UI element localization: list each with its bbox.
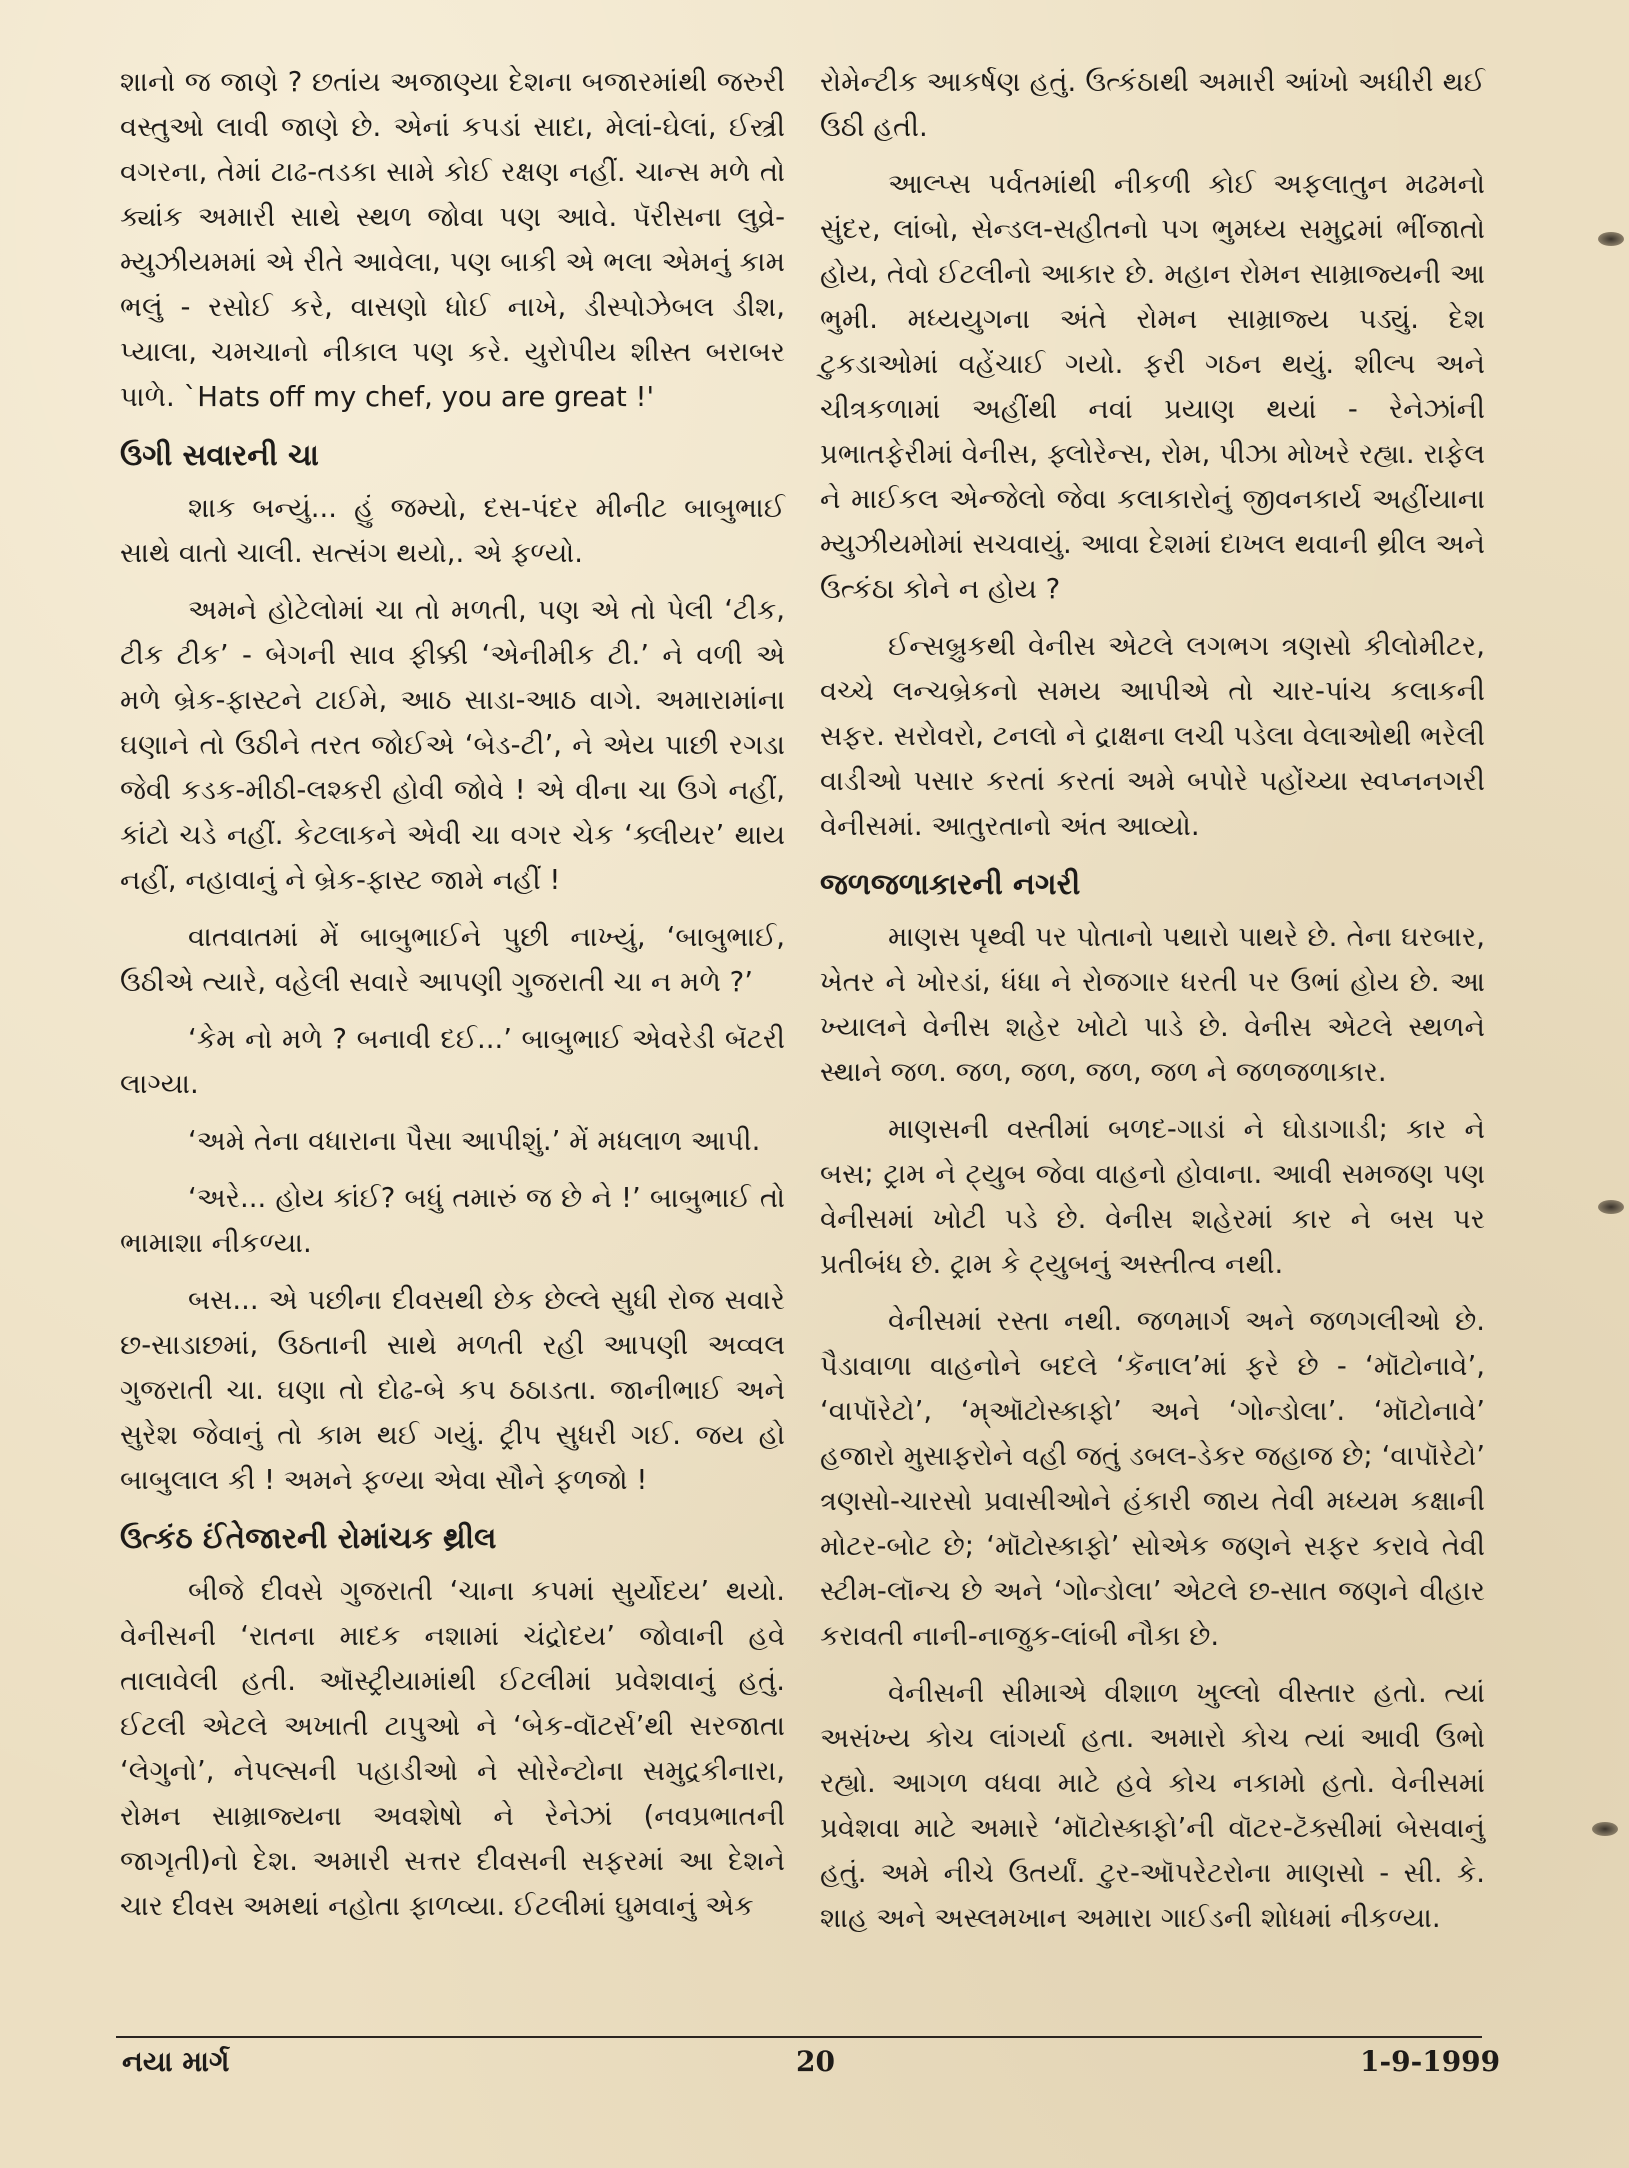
paragraph: વેનીસની સીમાએ વીશાળ ખુલ્લો વીસ્તાર હતો. ત્યાં અસંખ્ય કોચ લાંગર્યા હતા. અમારો કોચ ત્યાં આવી ઉભો રહ્યો. આગળ વધવા માટે હવે કોચ નકામો હતો. વેનીસમાં પ્રવેશવા માટે અમારે ‘મૉટોસ્કાફો’ની વૉટર-ટૅક્સીમાં બેસવાનું હતું. અમે નીચે ઉતર્યાં. ટુર-ઑપરેટરોના માણસો - સી. કે. શાહ અને અસ્લમખાન અમારા ગાઈડની શોધમાં નીકળ્યા.	[820, 1677, 1485, 1934]
paragraph: બીજે દીવસે ગુજરાતી ‘ચાના કપમાં સુર્યોદય’ થયો. વેનીસની ‘રાતના માદક નશામાં ચંદ્રોદય’ જોવાની હવે તાલાવેલી હતી. ઑસ્ટ્રીયામાંથી ઈટલીમાં પ્રવેશવાનું હતું. ઈટલી એટલે અખાતી ટાપુઓ ને ‘બેક-વૉટર્સ’થી સરજાતા ‘લેગુનો’, નેપલ્સની પહાડીઓ ને સોરેન્ટોના સમુદ્રકીનારા, રોમન સામ્રાજ્યના અવશેષો ને રેનેઝાં (નવપ્રભાતની જાગૃતી)નો દેશ. અમારી સત્તર દીવસની સફરમાં આ દેશને ચાર દીવસ અમથાં નહોતા ફાળવ્યા. ઈટલીમાં ઘુમવાનું એક	[120, 1575, 785, 1922]
paragraph: શાક બન્યું... હું જમ્યો, દસ-પંદર મીનીટ બાબુભાઈ સાથે વાતો ચાલી. સત્સંગ થયો,. એ ફળ્યો.	[120, 492, 785, 569]
footer-rule	[116, 2036, 1482, 2038]
paragraph: શાનો જ જાણે ? છતાંય અજાણ્યા દેશના બજારમાંથી જરુરી વસ્તુઓ લાવી જાણે છે. એનાં કપડાં સાદા, મેલાં-ઘેલાં, ઈસ્ત્રી વગરના, તેમાં ટાઢ-તડકા સામે કોઈ રક્ષણ નહીં. ચાન્સ મળે તો ક્યાંક અમારી સાથે સ્થળ જોવા પણ આવે. પૅરીસના લુવ્રે-મ્યુઝીયમમાં એ રીતે આવેલા, પણ બાકી એ ભલા એમનું કામ ભલું - રસોઈ કરે, વાસણો ધોઈ નાખે, ડીસ્પોઝેબલ ડીશ, પ્યાલા, ચમચાનો નીકાલ પણ કરે. યુરોપીય શીસ્ત બરાબર પાળે. `Hats off my chef, you are great !'	[120, 66, 785, 413]
paragraph: ‘અમે તેના વધારાના પૈસા આપીશું.’ મેં મધલાળ આપી.	[188, 1125, 761, 1157]
binding-hole-mark	[1598, 232, 1624, 246]
paragraph: બસ... એ પછીના દીવસથી છેક છેલ્લે સુધી રોજ સવારે છ-સાડાછમાં, ઉઠતાની સાથે મળતી રહી આપણી અવ્વલ ગુજરાતી ચા. ઘણા તો દોઢ-બે કપ ઠઠાડતા. જાનીભાઈ અને સુરેશ જેવાનું તો કામ થઈ ગયું. ટ્રીપ સુધરી ગઈ. જય હો બાબુલાલ કી ! અમને ફળ્યા એવા સૌને ફળજો !	[120, 1284, 785, 1496]
publication-name: નયા માર્ગ	[122, 2045, 230, 2078]
left-column	[120, 60, 785, 1941]
section-heading: ઉત્કંઠ ઈંતેજારની રોમાંચક થ્રીલ	[120, 1521, 497, 1555]
right-column	[820, 60, 1485, 1953]
paragraph: આલ્પ્સ પર્વતમાંથી નીકળી કોઈ અફલાતુન મઢમનો સુંદર, લાંબો, સેન્ડલ-સહીતનો પગ ભુમધ્ય સમુદ્રમાં ભીંજાતો હોય, તેવો ઈટલીનો આકાર છે. મહાન રોમન સામ્રાજ્યની આ ભુમી. મધ્યયુગના અંતે રોમન સામ્રાજ્ય પડ્યું. દેશ ટુકડાઓમાં વહેંચાઈ ગયો. ફરી ગઠન થયું. શીલ્પ અને ચીત્રકળામાં અહીંથી નવાં પ્રયાણ થયાં - રેનેઝાંની પ્રભાતફેરીમાં વેનીસ, ફ્લોરેન્સ, રોમ, પીઝા મોખરે રહ્યા. રાફેલ ને માઈકલ એન્જેલો જેવા કલાકારોનું જીવનકાર્ય અહીંયાના મ્યુઝીયમોમાં સચવાયું. આવા દેશમાં દાખલ થવાની થ્રીલ અને ઉત્કંઠા કોને ન હોય ?	[820, 168, 1485, 605]
paragraph: અમને હોટેલોમાં ચા તો મળતી, પણ એ તો પેલી ‘ટીક, ટીક ટીક’ - બેગની સાવ ફીક્કી ‘એનીમીક ટી.’ ને વળી એ મળે બ્રેક-ફાસ્ટને ટાઈમે, આઠ સાડા-આઠ વાગે. અમારામાંના ઘણાને તો ઉઠીને તરત જોઈએ ‘બેડ-ટી’, ને એય પાછી રગડા જેવી કડક-મીઠી-લશ્કરી હોવી જોવે ! એ વીના ચા ઉગે નહીં, કાંટો ચડે નહીં. કેટલાકને એવી ચા વગર ચેક ‘ક્લીયર’ થાય નહીં, નહાવાનું ને બ્રેક-ફાસ્ટ જામે નહીં !	[120, 594, 785, 896]
section-heading: જળજળાકારની નગરી	[820, 867, 1081, 901]
paragraph: ઈન્સબ્રુકથી વેનીસ એટલે લગભગ ત્રણસો કીલોમીટર, વચ્ચે લન્ચબ્રેકનો સમય આપીએ તો ચાર-પાંચ કલાકની સફર. સરોવરો, ટનલો ને દ્રાક્ષના લચી પડેલા વેલાઓથી ભરેલી વાડીઓ પસાર કરતાં કરતાં અમે બપોરે પહોંચ્યા સ્વપ્નનગરી વેનીસમાં. આતુરતાનો અંત આવ્યો.	[820, 630, 1485, 842]
binding-hole-mark	[1592, 1822, 1618, 1836]
binding-hole-mark	[1598, 1200, 1624, 1214]
paragraph: વાતવાતમાં મેં બાબુભાઈને પુછી નાખ્યું, ‘બાબુભાઈ, ઉઠીએ ત્યારે, વહેલી સવારે આપણી ગુજરાતી ચા ન મળે ?’	[120, 921, 785, 998]
paragraph: વેનીસમાં રસ્તા નથી. જળમાર્ગ અને જળગલીઓ છે. પૈડાવાળા વાહનોને બદલે ‘કૅનાલ’માં ફરે છે - ‘મૉટોનાવે’, ‘વાપૉરેટો’, ‘મ્ઑટોસ્કાફો’ અને ‘ગોન્ડોલા’. ‘મૉટોનાવે’ હજારો મુસાફરોને વહી જતું ડબલ-ડેકર જહાજ છે; ‘વાપૉરેટો’ ત્રણસો-ચારસો પ્રવાસીઓને હંકારી જાય તેવી મધ્યમ કક્ષાની મોટર-બોટ છે; ‘મૉટોસ્કાફો’ સોએક જણને સફર કરાવે તેવી સ્ટીમ-લૉન્ચ છે અને ‘ગોન્ડોલા’ એટલે છ-સાત જણને વીહાર કરાવતી નાની-નાજુક-લાંબી નૌકા છે.	[820, 1305, 1485, 1652]
section-heading: ઉગી સવારની ચા	[120, 438, 319, 472]
page-number: 20	[796, 2045, 835, 2078]
paragraph: ‘અરે... હોય કાંઈ? બધું તમારું જ છે ને !’ બાબુભાઈ તો ભામાશા નીકળ્યા.	[120, 1182, 785, 1259]
paragraph: માણસ પૃથ્વી પર પોતાનો પથારો પાથરે છે. તેના ઘરબાર, ખેતર ને ખોરડાં, ધંધા ને રોજગાર ધરતી પર ઉભાં હોય છે. આ ખ્યાલને વેનીસ શહેર ખોટો પાડે છે. વેનીસ એટલે સ્થળને સ્થાને જળ. જળ, જળ, જળ, જળ ને જળજળાકાર.	[820, 921, 1485, 1088]
paragraph: માણસની વસ્તીમાં બળદ-ગાડાં ને ઘોડાગાડી; કાર ને બસ; ટ્રામ ને ટ્યુબ જેવા વાહનો હોવાના. આવી સમજણ પણ વેનીસમાં ખોટી પડે છે. વેનીસ શહેરમાં કાર ને બસ પર પ્રતીબંધ છે. ટ્રામ કે ટ્યુબનું અસ્તીત્વ નથી.	[820, 1113, 1485, 1280]
paragraph: રોમેન્ટીક આકર્ષણ હતું. ઉત્કંઠાથી અમારી આંખો અધીરી થઈ ઉઠી હતી.	[820, 66, 1485, 143]
paragraph: ‘કેમ નો મળે ? બનાવી દઈ...’ બાબુભાઈ એવરેડી બૅટરી લાગ્યા.	[120, 1023, 785, 1100]
issue-date: 1-9-1999	[1360, 2045, 1501, 2078]
